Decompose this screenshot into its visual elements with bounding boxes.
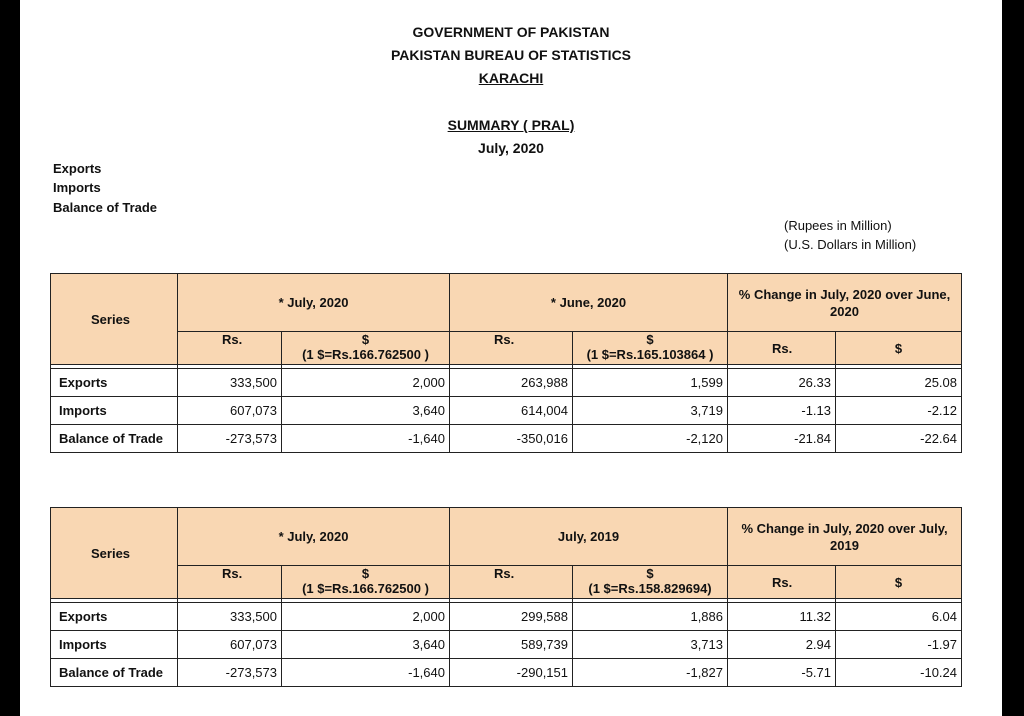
cell: 3,713 [573, 631, 728, 659]
cell: 2,000 [282, 603, 450, 631]
summary-period: July, 2020 [478, 140, 544, 156]
series-header: Series [51, 508, 178, 599]
cell: 607,073 [178, 631, 282, 659]
cell: 614,004 [450, 397, 573, 425]
dollar-change-header: $ [836, 566, 962, 599]
row-label: Exports [51, 369, 178, 397]
cell: 589,739 [450, 631, 573, 659]
table-row [51, 397, 962, 425]
period2-header: * June, 2020 [450, 274, 728, 332]
row-label: Imports [51, 631, 178, 659]
cell: -1,640 [282, 425, 450, 453]
cell: -5.71 [728, 659, 836, 687]
table-subheader-row [51, 332, 962, 365]
change-header: % Change in July, 2020 over June, 2020 [728, 274, 962, 332]
cell: 2.94 [728, 631, 836, 659]
row-label: Exports [51, 603, 178, 631]
row-label: Balance of Trade [51, 659, 178, 687]
cell: 1,599 [573, 369, 728, 397]
cell: 607,073 [178, 397, 282, 425]
cell: -290,151 [450, 659, 573, 687]
table-row [51, 603, 962, 631]
cell: -273,573 [178, 425, 282, 453]
cell: 26.33 [728, 369, 836, 397]
cell: -1,827 [573, 659, 728, 687]
dollar-header [282, 332, 450, 365]
rs-header: Rs. [450, 332, 573, 365]
cell: 299,588 [450, 603, 573, 631]
table-subheader-row [51, 566, 962, 599]
dollar-change-header: $ [836, 332, 962, 365]
units-dollars: (U.S. Dollars in Million) [784, 237, 917, 252]
summary-table-july-2019 [50, 507, 962, 687]
cell: -273,573 [178, 659, 282, 687]
change-header: % Change in July, 2020 over July, 2019 [728, 508, 962, 566]
cell: 333,500 [178, 369, 282, 397]
dollar-header [282, 566, 450, 599]
table-row [51, 425, 962, 453]
cell: 3,640 [282, 631, 450, 659]
series-header: Series [51, 274, 178, 365]
period2-header: July, 2019 [450, 508, 728, 566]
cell: 25.08 [836, 369, 962, 397]
header-bureau: PAKISTAN BUREAU OF STATISTICS [390, 47, 632, 63]
cell: 333,500 [178, 603, 282, 631]
cell: -1,640 [282, 659, 450, 687]
side-label-balance: Balance of Trade [53, 200, 158, 215]
row-label: Balance of Trade [51, 425, 178, 453]
cell: -350,016 [450, 425, 573, 453]
summary-title: SUMMARY ( PRAL) [447, 117, 575, 133]
cell: -22.64 [836, 425, 962, 453]
cell: 3,719 [573, 397, 728, 425]
table-row [51, 631, 962, 659]
cell: -1.97 [836, 631, 962, 659]
side-label-imports: Imports [53, 180, 101, 195]
exchange-rate-1: (1 $=Rs.166.762500 ) [302, 581, 429, 596]
cell: -21.84 [728, 425, 836, 453]
left-border [0, 0, 20, 716]
summary-table-june [50, 273, 962, 453]
header-city: KARACHI [478, 70, 544, 86]
cell: -1.13 [728, 397, 836, 425]
dollar-label: $ [646, 332, 654, 347]
rs-header: Rs. [178, 566, 282, 599]
period1-header: * July, 2020 [178, 274, 450, 332]
rs-header: Rs. [178, 332, 282, 365]
header-government: GOVERNMENT OF PAKISTAN [412, 24, 610, 40]
exchange-rate-1: (1 $=Rs.166.762500 ) [302, 347, 429, 362]
dollar-label: $ [361, 332, 370, 347]
cell: 11.32 [728, 603, 836, 631]
row-label: Imports [51, 397, 178, 425]
table-row [51, 369, 962, 397]
document-sheet [20, 0, 1002, 716]
exchange-rate-2: (1 $=Rs.165.103864 ) [586, 347, 714, 362]
dollar-label: $ [361, 566, 370, 581]
dollar-header [573, 332, 728, 365]
cell: -10.24 [836, 659, 962, 687]
table-row [51, 659, 962, 687]
dollar-header [573, 566, 728, 599]
units-rupees: (Rupees in Million) [784, 218, 892, 233]
cell: 1,886 [573, 603, 728, 631]
table-header-row [51, 274, 962, 332]
cell: 2,000 [282, 369, 450, 397]
cell: -2.12 [836, 397, 962, 425]
exchange-rate-2: (1 $=Rs.158.829694) [588, 581, 712, 596]
rs-change-header: Rs. [728, 566, 836, 599]
side-label-exports: Exports [53, 161, 102, 176]
rs-change-header: Rs. [728, 332, 836, 365]
period1-header: * July, 2020 [178, 508, 450, 566]
cell: 263,988 [450, 369, 573, 397]
cell: 3,640 [282, 397, 450, 425]
table-header-row [51, 508, 962, 566]
dollar-label: $ [646, 566, 654, 581]
rs-header: Rs. [450, 566, 573, 599]
cell: 6.04 [836, 603, 962, 631]
right-border [1002, 0, 1024, 716]
cell: -2,120 [573, 425, 728, 453]
